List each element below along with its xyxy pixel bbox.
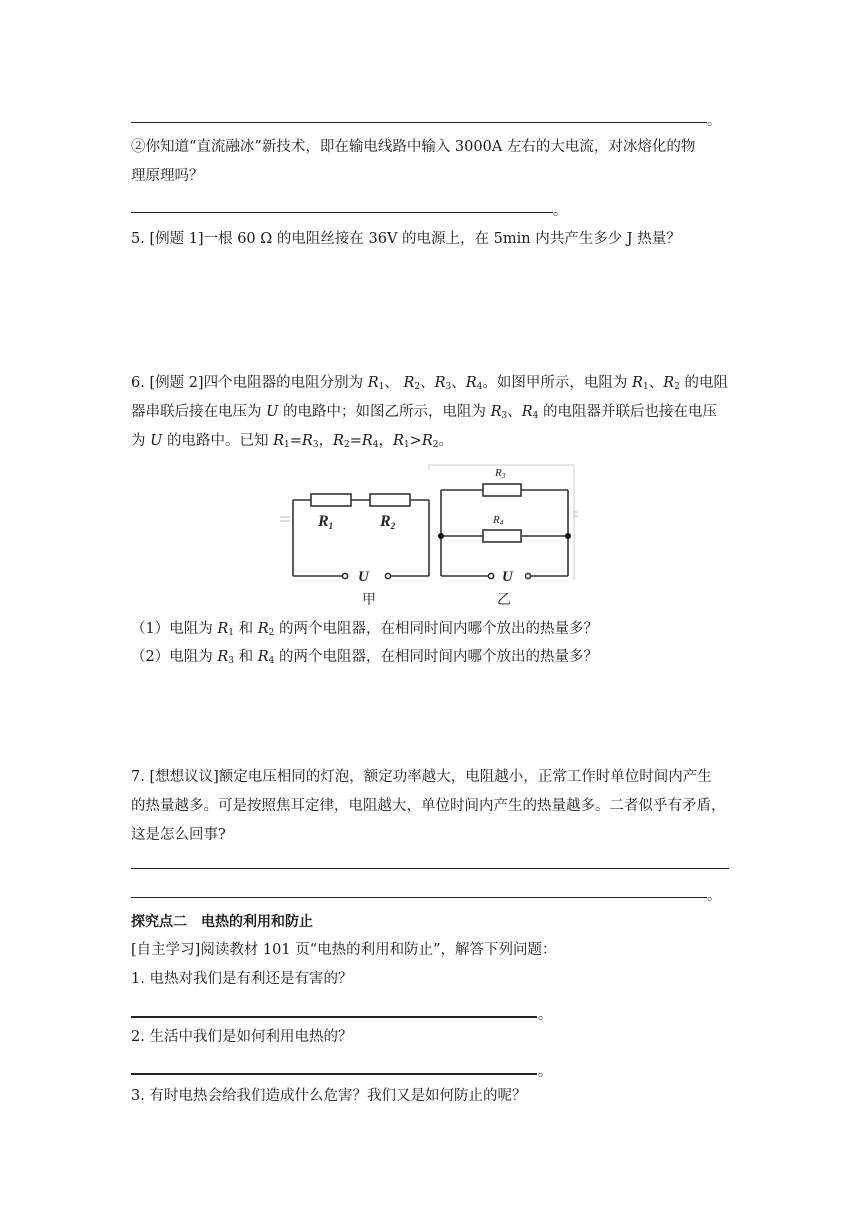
text-run: 为 (131, 433, 151, 449)
answer-line-end: 。 (553, 203, 567, 219)
junction-dot (565, 533, 571, 539)
terminal (385, 573, 390, 578)
q2-line1: ②你知道“直流融冰”新技术，即在输电线路中输入 3000A 左右的大电流，对冰熔化的物 (131, 139, 696, 155)
label-u-right: U (502, 569, 513, 585)
subscript: 4 (372, 440, 379, 450)
resistor-r3 (483, 484, 521, 496)
answer-line[interactable] (131, 868, 729, 869)
var-r: R (632, 375, 643, 391)
text-run: 、 (384, 375, 404, 391)
answer-line[interactable] (131, 1073, 537, 1075)
section-q3: 3. 有时电热会给我们造成什么危害？我们又是如何防止的呢？ (131, 1088, 527, 1104)
answer-line[interactable] (131, 122, 707, 123)
text-run: 和 (234, 621, 258, 637)
q6-line2 (131, 402, 717, 422)
var-r: R (403, 375, 415, 391)
q6-line3 (131, 431, 453, 451)
label-u-left: U (358, 569, 369, 585)
answer-line-end: 。 (707, 888, 721, 904)
subscript: 1 (283, 440, 290, 450)
subscript: 2 (674, 382, 680, 392)
subscript: 3 (445, 382, 452, 392)
subscript: 2 (268, 628, 275, 638)
q6-sub2 (131, 647, 598, 667)
section-heading: 探究点二 电热的利用和防止 (131, 914, 313, 930)
var-r: R (434, 375, 446, 391)
var-r: R (421, 433, 433, 449)
var-r: R (465, 375, 477, 391)
var-r: R (257, 649, 269, 665)
text-run: （2）电阻为 (131, 649, 218, 665)
terminal (525, 573, 530, 578)
var-r: R (663, 375, 675, 391)
var-r: R (521, 404, 533, 420)
section-intro: [自主学习]阅读教材 101 页“电热的利用和防止”，解答下列问题： (131, 942, 557, 958)
var-r: R (257, 621, 269, 637)
var-u: U (150, 433, 163, 449)
resistor-r4 (483, 530, 521, 542)
subscript: 2 (414, 382, 421, 392)
subscript: 1 (378, 382, 385, 392)
text-run: > (409, 433, 422, 449)
text-run: ， (318, 433, 334, 449)
text-run: 的电阻器并联后也接在电压 (538, 404, 717, 420)
text-run: = (349, 433, 362, 449)
subscript: 3 (312, 440, 319, 450)
text-run: 的两个电阻器，在相同时间内哪个放出的热量多？ (274, 649, 598, 665)
var-r: R (333, 433, 344, 449)
subscript: 2 (343, 440, 350, 450)
subscript: 4 (532, 411, 539, 421)
text-run: 。如图甲所示，电阻为 (482, 375, 633, 391)
var-r: R (367, 375, 379, 391)
text-run: 、 (507, 404, 522, 420)
caption-left: 甲 (362, 592, 376, 608)
circuit-diagram (278, 462, 578, 610)
text-run: 器串联后接在电压为 (131, 404, 267, 420)
label-r3: R3 (495, 467, 506, 480)
var-r: R (393, 433, 404, 449)
section-q2: 2. 生活中我们是如何利用电热的？ (131, 1029, 353, 1045)
var-r: R (217, 621, 229, 637)
q6-line1 (131, 373, 728, 393)
q5-text: 5. [例题 1]一根 60 Ω 的电阻丝接在 36V 的电源上，在 5min 内共产生多少 J 热量？ (131, 231, 681, 247)
answer-line[interactable] (131, 212, 553, 213)
var-r: R (361, 433, 373, 449)
terminal (488, 573, 493, 578)
resistor-r1 (311, 494, 351, 506)
subscript: 1 (642, 382, 649, 392)
text-run: 和 (234, 649, 258, 665)
parallel-circuit (441, 484, 568, 579)
caption-right: 乙 (497, 592, 511, 608)
text-run: 的电阻 (679, 375, 728, 391)
var-r: R (273, 433, 284, 449)
left-stub (280, 517, 290, 521)
q7-line2: 的热量越多。可是按照焦耳定律，电阻越大，单位时间内产生的热量越多。二者似乎有矛盾， (131, 798, 726, 814)
subscript: 1 (403, 440, 410, 450)
junction-dot (438, 533, 444, 539)
subscript: 4 (268, 656, 275, 666)
text-run: 、 (451, 375, 466, 391)
subscript: 4 (476, 382, 483, 392)
text-run: （1）电阻为 (131, 621, 218, 637)
answer-line-end: 。 (538, 1007, 552, 1023)
text-run: 。 (438, 433, 453, 449)
var-u: U (266, 404, 279, 420)
text-run: ， (378, 433, 393, 449)
q2-line2: 理原理吗？ (131, 168, 204, 184)
text-run: 的两个电阻器，在相同时间内哪个放出的热量多？ (274, 621, 598, 637)
subscript: 3 (501, 411, 508, 421)
resistor-r2 (370, 494, 410, 506)
var-r: R (301, 433, 313, 449)
label-r2: R2 (380, 513, 396, 531)
answer-line-end: 。 (707, 113, 721, 129)
answer-line[interactable] (131, 1016, 537, 1018)
text-run: 6. [例题 2]四个电阻器的电阻分别为 (131, 375, 368, 391)
label-r4: R4 (493, 514, 504, 527)
answer-line-end: 。 (538, 1064, 552, 1080)
subscript: 2 (432, 440, 439, 450)
var-r: R (217, 649, 229, 665)
subscript: 1 (228, 628, 234, 638)
text-run: 的电路中。已知 (162, 433, 274, 449)
text-run: = (289, 433, 302, 449)
text-run: 的电路中；如图乙所示，电阻为 (278, 404, 491, 420)
var-r: R (490, 404, 502, 420)
section-q1: 1. 电热对我们是有利还是有害的？ (131, 971, 353, 987)
q7-line3: 这是怎么回事? (131, 827, 226, 843)
label-r1: R1 (318, 513, 334, 531)
text-run: 、 (648, 375, 664, 391)
text-run: 、 (420, 375, 435, 391)
terminal (342, 573, 347, 578)
subscript: 3 (228, 656, 234, 666)
answer-line[interactable] (131, 897, 707, 898)
q7-line1: 7. [想想议议]额定电压相同的灯泡，额定功率越大，电阻越小，正常工作时单位时间内产生 (131, 769, 712, 785)
series-circuit (293, 494, 429, 579)
q6-sub1 (131, 619, 598, 639)
